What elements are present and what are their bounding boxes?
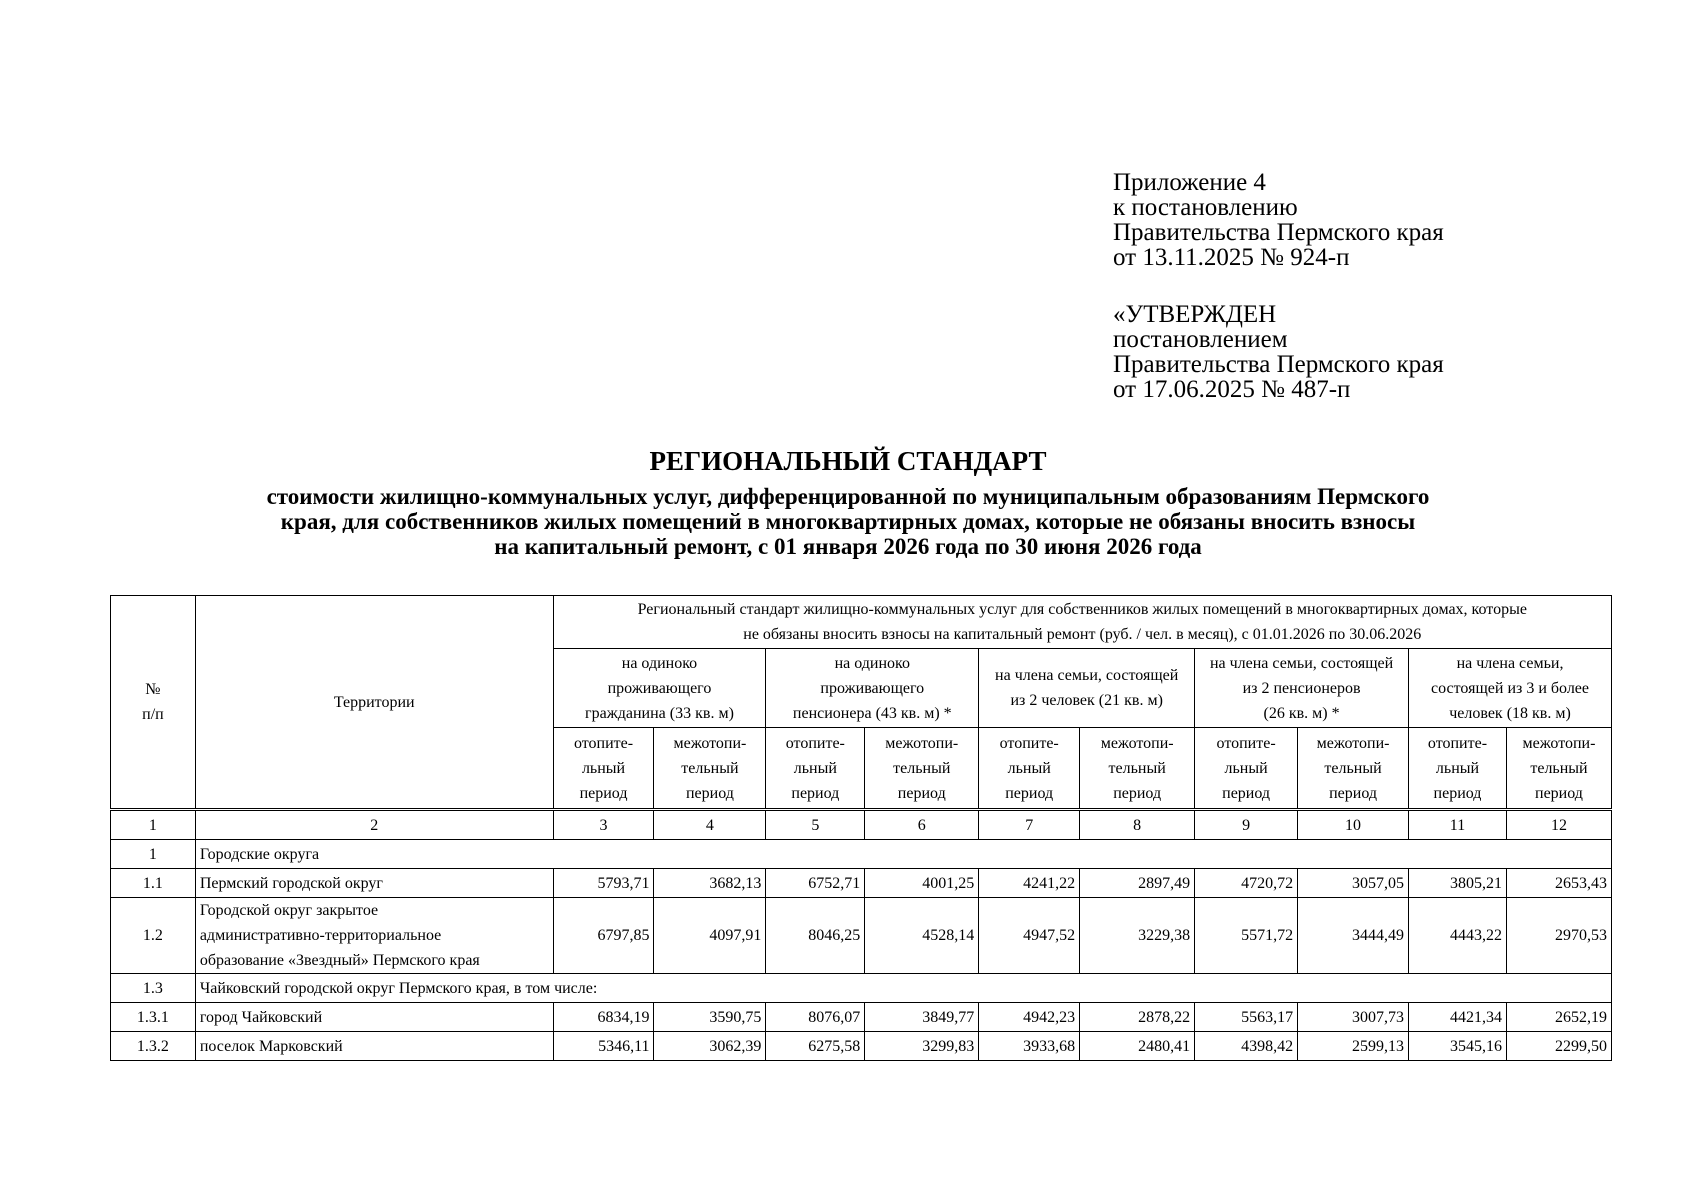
value-cell: 2599,13 xyxy=(1298,1032,1409,1061)
row-number: 1.1 xyxy=(111,869,196,898)
value-cell: 5563,17 xyxy=(1195,1003,1298,1032)
value-cell: 4947,52 xyxy=(979,898,1080,974)
section-name: Городские округа xyxy=(195,840,1611,869)
header-group-family-of-2: на члена семьи, состоящей из 2 человек (21 кв. м) xyxy=(979,649,1195,728)
subtitle-line: на капитальный ремонт, с 01 января 2026 года по 30 июня 2026 года xyxy=(494,534,1202,559)
header-nonheating-period: межотопи- тельный период xyxy=(865,728,979,810)
value-cell: 4942,23 xyxy=(979,1003,1080,1032)
header-group-family-of-3: на члена семьи, состоящей из 3 и более человек (18 кв. м) xyxy=(1409,649,1612,728)
header-heating-period: отопите- льный период xyxy=(979,728,1080,810)
section-row xyxy=(111,974,1612,1003)
value-cell: 6797,85 xyxy=(553,898,654,974)
header-territory: Территории xyxy=(195,596,553,810)
value-cell: 6275,58 xyxy=(766,1032,865,1061)
column-number: 12 xyxy=(1506,810,1611,840)
section-row xyxy=(111,840,1612,869)
value-cell: 3590,75 xyxy=(654,1003,766,1032)
row-number: 1.3.1 xyxy=(111,1003,196,1032)
value-cell: 5571,72 xyxy=(1195,898,1298,974)
standards-table xyxy=(110,595,1612,1061)
value-cell: 6834,19 xyxy=(553,1003,654,1032)
column-number: 6 xyxy=(865,810,979,840)
value-cell: 3007,73 xyxy=(1298,1003,1409,1032)
column-number: 4 xyxy=(654,810,766,840)
territory-name: поселок Марковский xyxy=(195,1032,553,1061)
subtitle-line: стоимости жилищно-коммунальных услуг, дифференцированной по муниципальным образованиям Пермского xyxy=(266,484,1430,509)
value-cell: 3933,68 xyxy=(979,1032,1080,1061)
header-nonheating-period: межотопи- тельный период xyxy=(1506,728,1611,810)
value-cell: 3057,05 xyxy=(1298,869,1409,898)
territory-name: город Чайковский xyxy=(195,1003,553,1032)
column-number: 2 xyxy=(195,810,553,840)
table-row xyxy=(111,1032,1612,1061)
appendix-line: от 13.11.2025 № 924-п xyxy=(1113,244,1350,271)
value-cell: 4097,91 xyxy=(654,898,766,974)
value-cell: 3229,38 xyxy=(1080,898,1195,974)
column-numbers-row xyxy=(111,810,1612,840)
value-cell: 3682,13 xyxy=(654,869,766,898)
value-cell: 8046,25 xyxy=(766,898,865,974)
header-heating-period: отопите- льный период xyxy=(553,728,654,810)
subtitle-line: края, для собственников жилых помещений в многоквартирных домах, которые не обязаны вносить взносы xyxy=(280,509,1416,534)
approved-line: постановлением xyxy=(1113,326,1288,353)
header-group-2-pensioners: на члена семьи, состоящей из 2 пенсионеров (26 кв. м) * xyxy=(1195,649,1409,728)
appendix-line: Правительства Пермского края xyxy=(1113,219,1444,246)
column-number: 3 xyxy=(553,810,654,840)
header-number: № п/п xyxy=(111,596,196,810)
value-cell: 3062,39 xyxy=(654,1032,766,1061)
column-number: 1 xyxy=(111,810,196,840)
value-cell: 4528,14 xyxy=(865,898,979,974)
column-number: 10 xyxy=(1298,810,1409,840)
document-title: РЕГИОНАЛЬНЫЙ СТАНДАРТ xyxy=(649,446,1047,476)
approved-line: Правительства Пермского края xyxy=(1113,351,1444,378)
section-name: Чайковский городской округ Пермского края, в том числе: xyxy=(195,974,1611,1003)
row-number: 1.2 xyxy=(111,898,196,974)
approved-line: «УТВЕРЖДЕН xyxy=(1113,301,1277,328)
value-cell: 4421,34 xyxy=(1409,1003,1507,1032)
header-group-single-citizen: на одиноко проживающего гражданина (33 кв. м) xyxy=(553,649,766,728)
column-number: 8 xyxy=(1080,810,1195,840)
header-nonheating-period: межотопи- тельный период xyxy=(654,728,766,810)
value-cell: 5346,11 xyxy=(553,1032,654,1061)
header-heating-period: отопите- льный период xyxy=(766,728,865,810)
value-cell: 2652,19 xyxy=(1506,1003,1611,1032)
approved-block xyxy=(1113,302,1444,402)
appendix-line: к постановлению xyxy=(1113,194,1298,221)
table-row xyxy=(111,1003,1612,1032)
table-row xyxy=(111,869,1612,898)
value-cell: 3805,21 xyxy=(1409,869,1507,898)
value-cell: 4241,22 xyxy=(979,869,1080,898)
header-group-single-pensioner: на одиноко проживающего пенсионера (43 кв. м) * xyxy=(766,649,979,728)
row-number: 1.3.2 xyxy=(111,1032,196,1061)
header-nonheating-period: межотопи- тельный период xyxy=(1298,728,1409,810)
column-number: 5 xyxy=(766,810,865,840)
table-row xyxy=(111,898,1612,974)
row-number: 1.3 xyxy=(111,974,196,1003)
row-number: 1 xyxy=(111,840,196,869)
value-cell: 2480,41 xyxy=(1080,1032,1195,1061)
header-heating-period: отопите- льный период xyxy=(1409,728,1507,810)
column-number: 9 xyxy=(1195,810,1298,840)
document-subtitle xyxy=(100,484,1596,559)
territory-name: Городской округ закрытое административно-территориальное образование «Звездный» Пермского края xyxy=(195,898,553,974)
value-cell: 8076,07 xyxy=(766,1003,865,1032)
value-cell: 3299,83 xyxy=(865,1032,979,1061)
column-number: 11 xyxy=(1409,810,1507,840)
value-cell: 2878,22 xyxy=(1080,1003,1195,1032)
value-cell: 3444,49 xyxy=(1298,898,1409,974)
value-cell: 2653,43 xyxy=(1506,869,1611,898)
header-main: Региональный стандарт жилищно-коммунальных услуг для собственников жилых помещений в многоквартирных домах, которые не обязаны вносить взносы на капитальный ремонт (руб. / чел. в месяц), с 01.01.2026 по 30.06.2026 xyxy=(553,596,1611,649)
value-cell: 3545,16 xyxy=(1409,1032,1507,1061)
appendix-block xyxy=(1113,170,1444,270)
value-cell: 2299,50 xyxy=(1506,1032,1611,1061)
value-cell: 2970,53 xyxy=(1506,898,1611,974)
header-nonheating-period: межотопи- тельный период xyxy=(1080,728,1195,810)
value-cell: 4720,72 xyxy=(1195,869,1298,898)
value-cell: 4001,25 xyxy=(865,869,979,898)
value-cell: 4443,22 xyxy=(1409,898,1507,974)
value-cell: 2897,49 xyxy=(1080,869,1195,898)
territory-name: Пермский городской округ xyxy=(195,869,553,898)
value-cell: 5793,71 xyxy=(553,869,654,898)
value-cell: 4398,42 xyxy=(1195,1032,1298,1061)
value-cell: 3849,77 xyxy=(865,1003,979,1032)
appendix-line: Приложение 4 xyxy=(1113,169,1266,196)
value-cell: 6752,71 xyxy=(766,869,865,898)
header-heating-period: отопите- льный период xyxy=(1195,728,1298,810)
column-number: 7 xyxy=(979,810,1080,840)
approved-line: от 17.06.2025 № 487-п xyxy=(1113,376,1351,403)
